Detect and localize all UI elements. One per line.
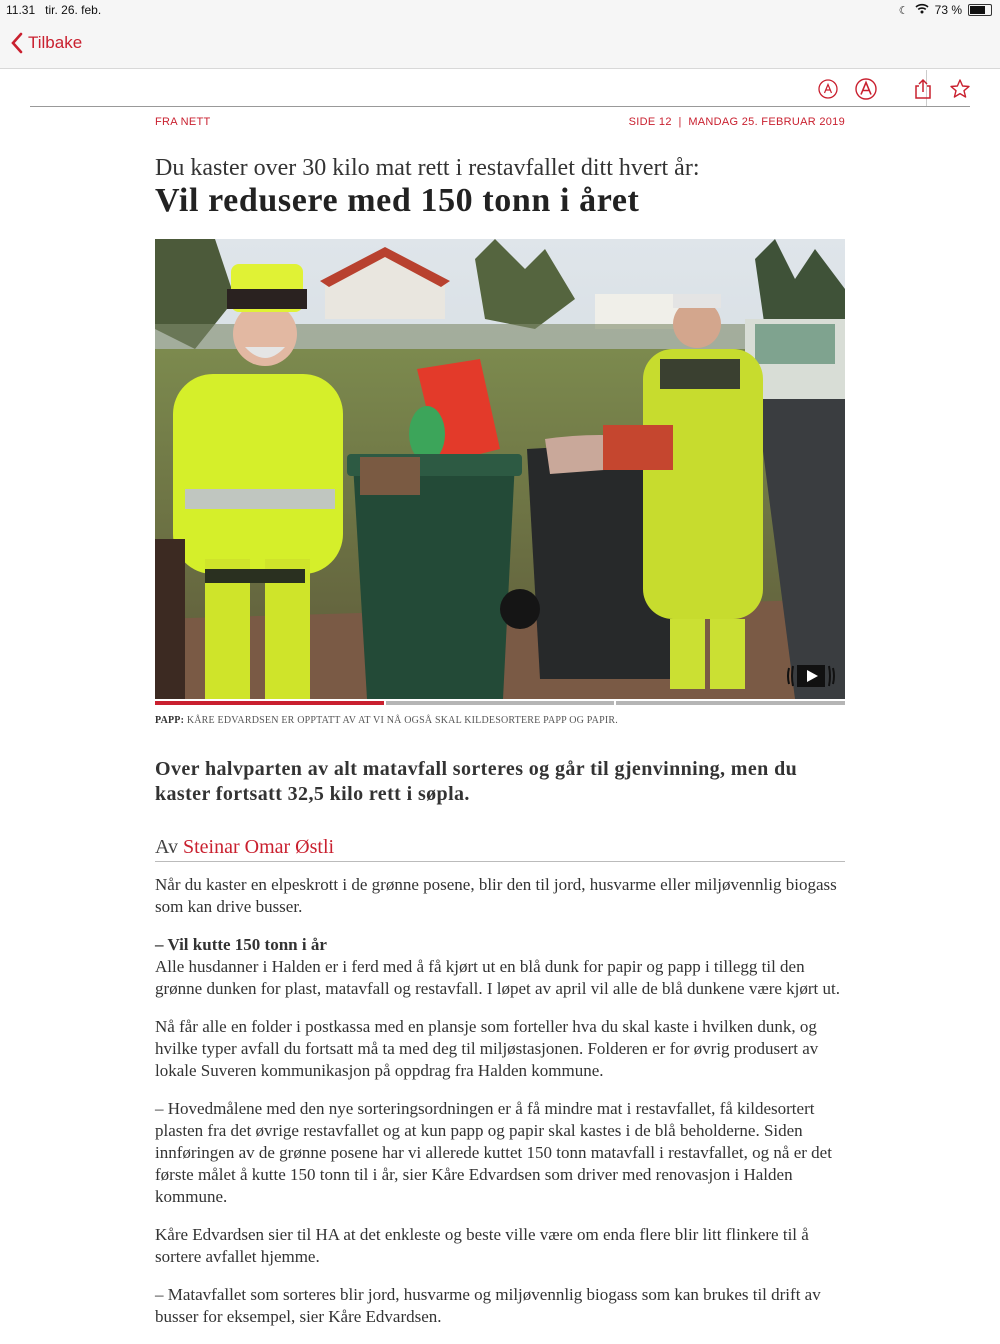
paragraph-2-text: Alle husdanner i Halden er i ferd med å få kjørt ut en blå dunk for papir og papp i tillegg til den grønne dunken for plast, matavfall og restavfall. I løpet av april vil alle de blå dunkene være kjørt ut. <box>155 957 840 998</box>
video-play-button[interactable] <box>787 663 835 689</box>
article-photo[interactable] <box>155 239 845 699</box>
share-button[interactable] <box>910 76 936 102</box>
share-icon <box>912 78 934 100</box>
article-kicker: Du kaster over 30 kilo mat rett i restavfallet ditt hvert år: <box>155 155 700 181</box>
status-time-date <box>6 3 101 17</box>
caption-text: KÅRE EDVARDSEN ER OPPTATT AV AT VI NÅ OGSÅ SKAL KILDESORTERE PAPP OG PAPIR. <box>184 715 618 726</box>
back-label: Tilbake <box>28 33 83 52</box>
paragraph-6: – Matavfallet som sorteres blir jord, husvarme og miljøvennlig biogass som kan brukes til drift av busser for eksempel, sier Kåre Edvardsen. <box>155 1285 821 1326</box>
status-time: 11.31 <box>6 3 36 17</box>
status-date: tir. 26. feb. <box>45 3 102 17</box>
paragraph-4: – Hovedmålene med den nye sorteringsordningen er å få mindre mat i restavfallet, få kildesortert plasten fra det øvrige restavfallet og at kun papp og papir skal kastes i de blå beholderne. Siden innføringen av de grønne posene har vi allerede kuttet 150 tonn matavfall i restavfallet, og nå er det første målet å kutte 150 tonn til i år, sier Kåre Edvardsen som driver med renovasjon i Halden kommune. <box>155 1099 832 1206</box>
section-label: FRA NETT <box>155 116 211 128</box>
decrease-font-button[interactable] <box>815 76 841 102</box>
battery-icon <box>968 4 992 16</box>
status-right <box>899 3 992 17</box>
article-headline: Vil redusere med 150 tonn i året <box>155 182 640 219</box>
navigation-bar <box>0 22 1000 69</box>
large-font-icon <box>855 78 877 100</box>
photo-strip-segment[interactable] <box>155 701 384 705</box>
article-body <box>155 874 845 1344</box>
author-link[interactable]: Steinar Omar Østli <box>182 836 335 858</box>
photo-strip-segment[interactable] <box>616 701 845 705</box>
status-bar <box>0 0 1000 22</box>
subheading: – Vil kutte 150 tonn i år <box>155 935 327 954</box>
article-toolbar <box>30 70 970 107</box>
byline <box>155 836 845 862</box>
paragraph-1: Når du kaster en elpeskrott i de grønne posene, blir den til jord, husvarme eller miljøvennlig biogass som kan drive busser. <box>155 875 837 916</box>
play-video-icon <box>787 663 835 689</box>
paragraph-3: Nå får alle en folder i postkassa med en plansje som forteller hva du skal kaste i hvilken dunk, og hvilke typer avfall du fortsatt må ta med deg til miljøstasjonen. Folderen er for øvrig produsert av lokale Suveren kommunikasjon på oppdrag fra Halden kommune. <box>155 1017 819 1080</box>
small-font-icon <box>817 78 839 100</box>
byline-prefix: Av <box>155 836 183 858</box>
moon-icon: ☾ <box>898 4 909 17</box>
battery-percent: 73 % <box>934 3 962 17</box>
photo-strip-segment[interactable] <box>386 701 615 705</box>
page-date: SIDE 12 | MANDAG 25. FEBRUAR 2019 <box>628 116 845 128</box>
paragraph-5: Kåre Edvardsen sier til HA at det enkleste og beste ville være om enda flere blir litt flinkere til å sortere avfallet hjemme. <box>155 1225 809 1266</box>
photo-illustration <box>155 239 845 699</box>
photo-caption <box>155 715 618 726</box>
bookmark-button[interactable] <box>947 76 973 102</box>
wifi-icon <box>915 3 929 17</box>
back-button[interactable] <box>10 32 82 54</box>
star-icon <box>949 78 971 100</box>
increase-font-button[interactable] <box>853 76 879 102</box>
caption-label: PAPP: <box>155 715 185 726</box>
paragraph-2 <box>155 934 845 1000</box>
chevron-left-icon <box>10 32 24 54</box>
article-lead: Over halvparten av alt matavfall sorteres og går til gjenvinning, men du kaster fortsatt 32,5 kilo rett i søpla. <box>155 758 798 805</box>
